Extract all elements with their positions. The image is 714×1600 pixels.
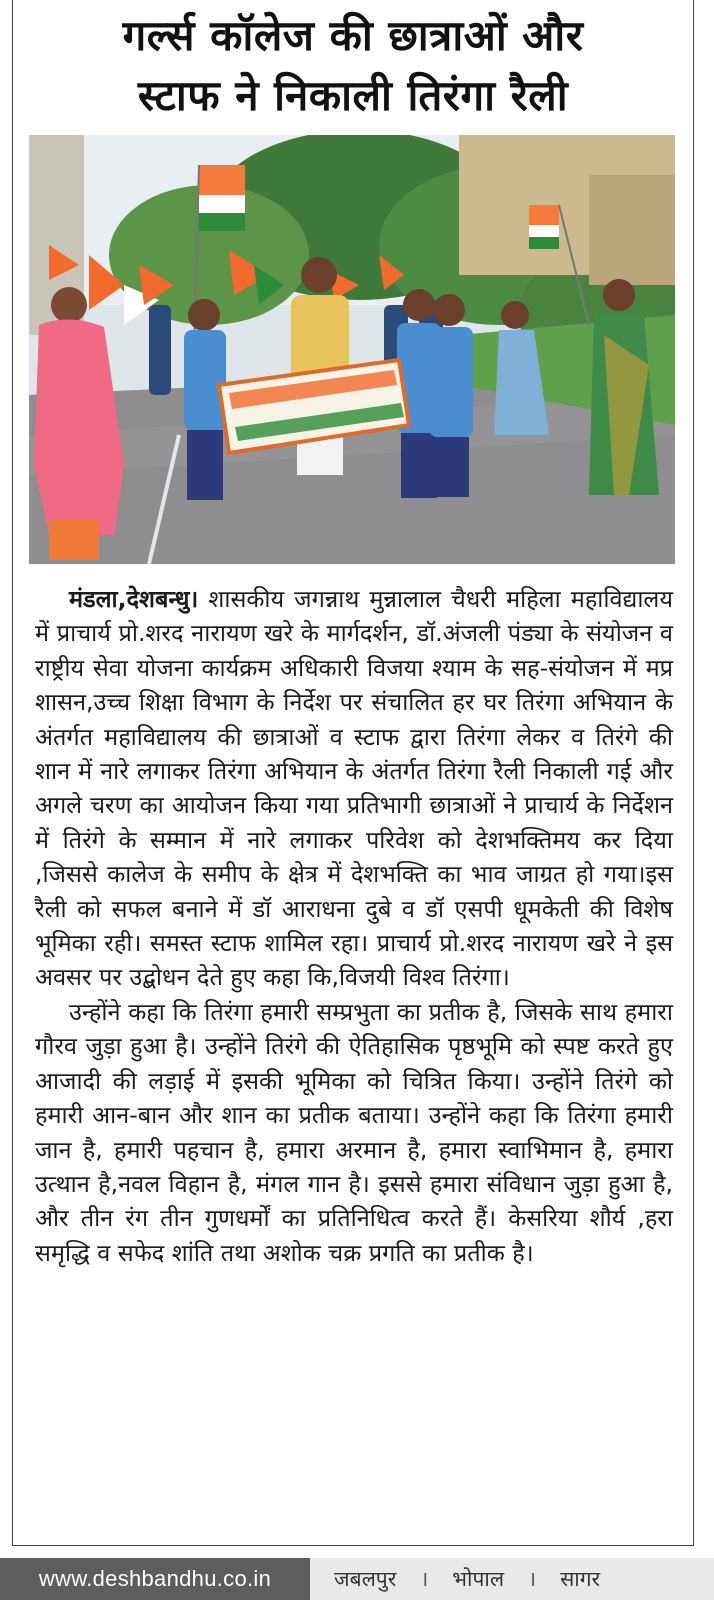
city-bhopal: भोपाल [452, 1567, 505, 1591]
page-footer [0, 1558, 714, 1600]
city-separator: । [420, 1567, 429, 1591]
news-article [12, 0, 694, 1546]
rally-photo-illustration [29, 135, 675, 564]
headline-line-1: गर्ल्स कॉलेज की छात्राओं और [122, 11, 584, 60]
article-paragraph-1 [35, 582, 673, 995]
article-paragraph-2: उन्होंने कहा कि तिरंगा हमारी सम्प्रभुता का प्रतीक है, जिसके साथ हमारा गौरव जुड़ा हुआ है। उन्होंने तिरंगे की ऐतिहासिक पृष्ठभूमि को स्पष्ट करते हुए आजादी की लड़ाई में इसकी भूमिका को चित्रित किया। उन्होंने तिरंगे को हमारी आन-बान और शान का प्रतीक बताया। उन्होंने कहा कि तिरंगा हमारी जान है, हमारी पहचान है, हमारा अरमान है, हमारा स्वाभिमान है, हमारा उत्थान है,नवल विहान है, मंगल गान है। इससे हमारा संविधान जुड़ा हुआ है, और तीन रंग तीन गुणधर्मों का प्रतिनिधित्व करते हैं। केसरिया शौर्य ,हरा समृद्धि व सफेद शांति तथा अशोक चक्र प्रगति का प्रतीक है। [35, 997, 673, 1267]
city-separator: । [528, 1567, 537, 1591]
city-jabalpur: जबलपुर [334, 1567, 397, 1591]
headline-line-2: स्टाफ ने निकाली तिरंगा रैली [137, 71, 569, 120]
article-headline [13, 6, 693, 126]
website-url[interactable]: www.deshbandhu.co.in [0, 1558, 310, 1600]
rally-photo [29, 135, 675, 564]
article-paragraph-1-text: शासकीय जगन्नाथ मुन्नालाल चैधरी महिला महाविद्यालय में प्राचार्य प्रो.शरद नारायण खरे के मार्गदर्शन, डॉ.अंजली पंड्या के संयोजन व राष्ट्रीय सेवा योजना कार्यक्रम अधिकारी विजया श्याम के सह-संयोजन में मप्र शासन,उच्च शिक्षा विभाग के निर्देश पर संचालित हर घर तिरंगा अभियान के अंतर्गत महाविद्यालय की छात्राओं व स्टाफ द्वारा तिरंगा लेकर व तिरंगे की शान में नारे लगाकर तिरंगा अभियान के अंतर्गत तिरंगा रैली निकाली गई और अगले चरण का आयोजन किया गया प्रतिभागी छात्राओं ने प्राचार्य के निर्देशन में तिरंगे के सम्मान में नारे लगाकर परिवेश को देशभक्तिमय कर दिया ,जिससे कालेज के समीप के क्षेत्र में देशभक्ति का भाव जाग्रत हो गया।इस रैली को सफल बनाने में डॉ आराधना दुबे व डॉ एसपी धूमकेती की विशेष भूमिका रही। समस्त स्टाफ शामिल रहा। प्राचार्य प्रो.शरद नारायण खरे ने इस अवसर पर उद्बोधन देते हुए कहा कि,विजयी विश्व तिरंगा। [35, 585, 673, 992]
edition-cities [310, 1558, 714, 1600]
city-sagar: सागर [560, 1567, 601, 1591]
person-left [34, 287, 124, 560]
article-dateline: मंडला,देशबन्धु। [69, 585, 199, 613]
article-body [35, 582, 673, 1270]
